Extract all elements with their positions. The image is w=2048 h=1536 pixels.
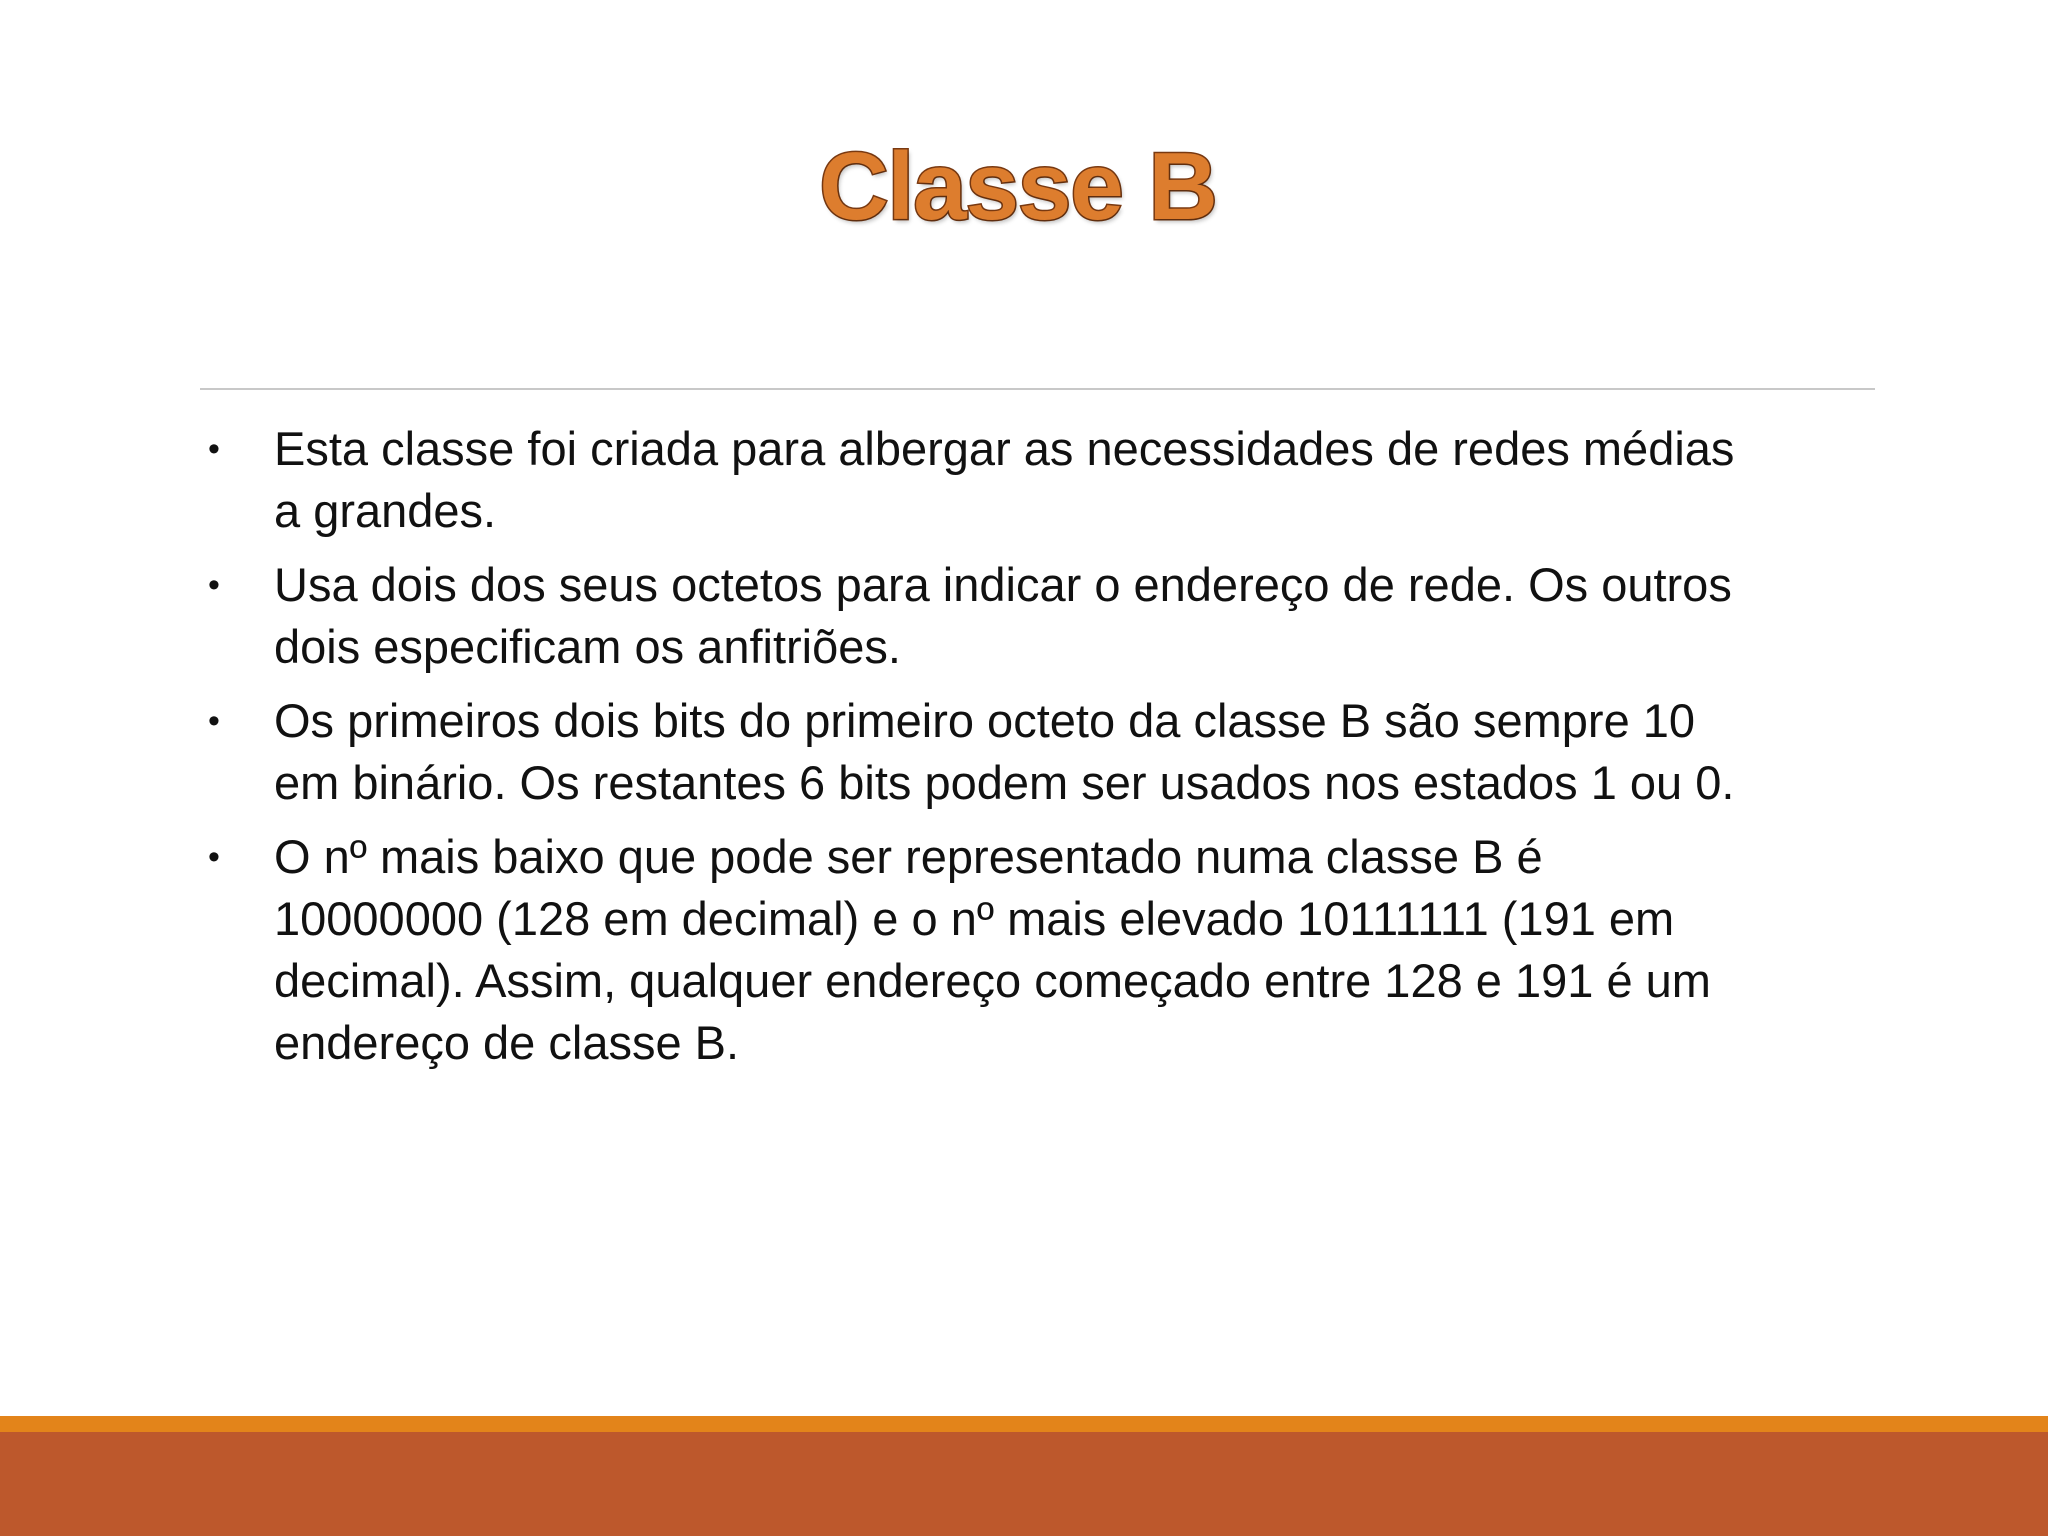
list-item <box>200 418 1760 542</box>
list-item <box>200 826 1760 1074</box>
slide-title: Classe B <box>819 133 1217 240</box>
bullet-icon: • <box>208 566 220 604</box>
bullet-text: O nº mais baixo que pode ser representado numa classe B é 10000000 (128 em decimal) e o nº mais elevado 10111111 (191 em decimal). Assim, qualquer endereço começado entre 128 e 191 é um endereço de classe B. <box>274 830 1711 1069</box>
bullet-icon: • <box>208 430 220 468</box>
bullet-list <box>200 418 1760 1086</box>
footer-band <box>0 1432 2048 1536</box>
list-item <box>200 690 1760 814</box>
bullet-text: Os primeiros dois bits do primeiro octeto da classe B são sempre 10 em binário. Os restantes 6 bits podem ser usados nos estados 1 ou 0. <box>274 694 1735 809</box>
bullet-text: Usa dois dos seus octetos para indicar o endereço de rede. Os outros dois especificam os anfitriões. <box>274 558 1732 673</box>
title-divider <box>200 388 1875 390</box>
bullet-icon: • <box>208 838 220 876</box>
list-item <box>200 554 1760 678</box>
footer-accent-stripe <box>0 1416 2048 1432</box>
bullet-icon: • <box>208 702 220 740</box>
bullet-text: Esta classe foi criada para albergar as necessidades de redes médias a grandes. <box>274 422 1735 537</box>
